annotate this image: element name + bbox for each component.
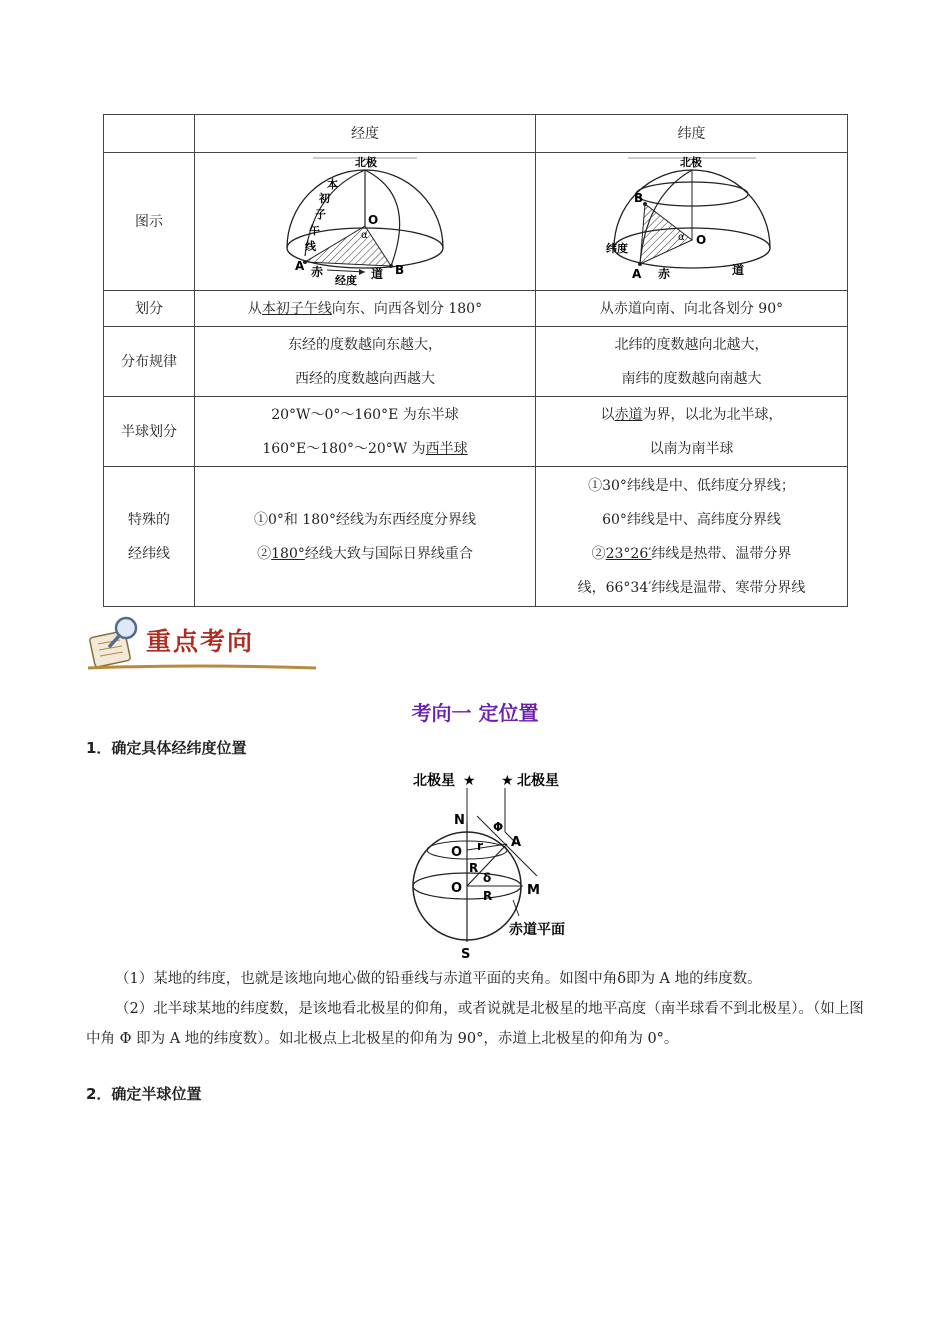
banner-title: 重点考向 bbox=[146, 627, 255, 656]
underlined-term: 23°26′ bbox=[605, 545, 652, 562]
globe-phi-label: Φ bbox=[493, 820, 504, 834]
polaris-right-label: 北极星 bbox=[517, 773, 559, 789]
item-2-title: 2．确定半球位置 bbox=[86, 1085, 202, 1103]
text-segment: 从 bbox=[247, 300, 262, 317]
lon-point-a: A bbox=[295, 258, 305, 273]
lon-equator-1: 赤 bbox=[311, 264, 324, 279]
globe-o2-label: O bbox=[451, 881, 463, 896]
special-latitude bbox=[536, 467, 848, 607]
paragraph-2: （2）北半球某地的纬度数，是该地看北极星的仰角，或者说就是北极星的地平高度（南半球看不到北极星）。（如上图中角 Φ 即为 A 地的纬度数）。如北极点上北极星的仰角为 90°，赤道上北极星的仰角为 0°。 bbox=[86, 1001, 864, 1047]
text-line bbox=[201, 537, 529, 571]
text-line: 以南为南半球 bbox=[649, 440, 734, 457]
division-longitude bbox=[195, 291, 536, 327]
row-label-division: 划分 bbox=[104, 291, 195, 327]
distribution-latitude bbox=[536, 327, 848, 397]
lat-equator-2: 道 bbox=[731, 262, 744, 277]
globe-s-label: S bbox=[461, 947, 471, 962]
lon-point-b: B bbox=[395, 262, 405, 277]
division-latitude: 从赤道向南、向北各划分 90° bbox=[536, 291, 848, 327]
text-line: 西经的度数越向西越大 bbox=[295, 370, 435, 387]
paragraph-1: （1）某地的纬度，也就是该地向地心做的铅垂线与赤道平面的夹角。如图中角δ即为 A 地的纬度数。 bbox=[115, 971, 762, 987]
row-label-hemisphere: 半球划分 bbox=[104, 397, 195, 467]
text-segment: 以 bbox=[600, 406, 615, 423]
text-line: 经纬线 bbox=[128, 545, 170, 562]
lon-meridian-char: 线 bbox=[305, 239, 316, 253]
lat-center-label: O bbox=[695, 232, 706, 247]
longitude-diagram bbox=[265, 156, 465, 288]
globe-a-label: A bbox=[511, 835, 522, 850]
table-row bbox=[104, 327, 848, 397]
text-line bbox=[201, 432, 529, 466]
text-line: 20°W～0°～160°E 为东半球 bbox=[271, 406, 459, 423]
table-row bbox=[104, 115, 848, 153]
globe-diagram bbox=[405, 766, 605, 962]
lon-meridian-char: 午 bbox=[309, 223, 320, 237]
text-segment: 为界，以北为北半球， bbox=[642, 406, 783, 423]
underlined-term: 西半球 bbox=[425, 440, 468, 457]
lon-angle-label: α bbox=[361, 229, 368, 241]
lat-point-a: A bbox=[631, 266, 641, 281]
globe-o1-label: O bbox=[451, 845, 463, 860]
underlined-term: 本初子午线 bbox=[261, 300, 332, 317]
key-topic-banner bbox=[86, 610, 318, 674]
lat-point-b: B bbox=[633, 190, 643, 205]
text-segment: ② bbox=[591, 545, 606, 562]
text-line: ①0°和 180°经线为东西经度分界线 bbox=[253, 511, 477, 528]
lat-latitude-label: 纬度 bbox=[605, 241, 628, 255]
row-label-distribution: 分布规律 bbox=[104, 327, 195, 397]
row-label-special bbox=[104, 467, 195, 607]
hemisphere-latitude bbox=[536, 397, 848, 467]
header-latitude: 纬度 bbox=[536, 115, 848, 153]
table-row bbox=[104, 153, 848, 291]
globe-r-big1-label: R bbox=[469, 861, 479, 875]
lon-center-label: O bbox=[368, 212, 379, 227]
special-longitude bbox=[195, 467, 536, 607]
lon-meridian-char: 初 bbox=[319, 191, 330, 205]
table-row bbox=[104, 397, 848, 467]
star-icon: ★ bbox=[501, 773, 514, 789]
lat-north-pole-label: 北极 bbox=[679, 155, 702, 169]
text-segment: 160°E～180°～20°W 为 bbox=[262, 440, 426, 457]
section-title: 考向一 定位置 bbox=[411, 701, 539, 725]
table-corner bbox=[104, 115, 195, 153]
star-icon: ★ bbox=[463, 773, 476, 789]
distribution-longitude bbox=[195, 327, 536, 397]
longitude-diagram-cell bbox=[195, 153, 536, 291]
globe-delta-label: δ bbox=[483, 871, 492, 885]
globe-n-label: N bbox=[454, 813, 465, 828]
table-row bbox=[104, 291, 848, 327]
lat-angle-label: α bbox=[677, 231, 685, 243]
hemisphere-longitude bbox=[195, 397, 536, 467]
lon-longitude-label: 经度 bbox=[335, 273, 357, 287]
text-segment: ② bbox=[257, 545, 272, 562]
text-segment: 向东、向西各划分 180° bbox=[331, 300, 483, 317]
underlined-term: 赤道 bbox=[614, 406, 643, 423]
comparison-table bbox=[103, 114, 848, 607]
latitude-diagram-cell bbox=[536, 153, 848, 291]
globe-m-label: M bbox=[527, 883, 540, 898]
text-line: 线，66°34′纬线是温带、寒带分界线 bbox=[577, 579, 806, 596]
text-line: 东经的度数越向东越大， bbox=[288, 336, 442, 353]
globe-r-small-label: r bbox=[477, 839, 483, 853]
polaris-left-label: 北极星 bbox=[413, 773, 455, 789]
globe-r-big2-label: R bbox=[483, 889, 493, 903]
lon-equator-2: 道 bbox=[371, 266, 384, 281]
text-line: 60°纬线是中、高纬度分界线 bbox=[602, 511, 781, 528]
header-longitude: 经度 bbox=[195, 115, 536, 153]
text-segment: 纬线是热带、温带分界 bbox=[651, 545, 792, 562]
text-line: 特殊的 bbox=[128, 511, 170, 528]
text-line: 北纬的度数越向北越大， bbox=[614, 336, 769, 353]
lat-equator-1: 赤 bbox=[657, 266, 670, 281]
globe-equator-plane-label: 赤道平面 bbox=[509, 922, 565, 938]
text-line bbox=[542, 398, 841, 432]
text-segment: 经线大致与国际日界线重合 bbox=[304, 545, 473, 562]
text-line: ①30°纬线是中、低纬度分界线； bbox=[588, 477, 795, 494]
lon-meridian-char: 本 bbox=[327, 177, 338, 191]
text-line bbox=[542, 537, 841, 571]
table-row bbox=[104, 467, 848, 607]
item-1-title: 1．确定具体经纬度位置 bbox=[86, 739, 247, 757]
lon-north-pole-label: 北极 bbox=[355, 155, 377, 169]
row-label-figure: 图示 bbox=[104, 153, 195, 291]
lon-meridian-char: 子 bbox=[315, 207, 326, 221]
text-line: 南纬的度数越向南越大 bbox=[621, 370, 762, 387]
latitude-diagram bbox=[592, 156, 792, 288]
underlined-term: 180° bbox=[271, 545, 305, 562]
